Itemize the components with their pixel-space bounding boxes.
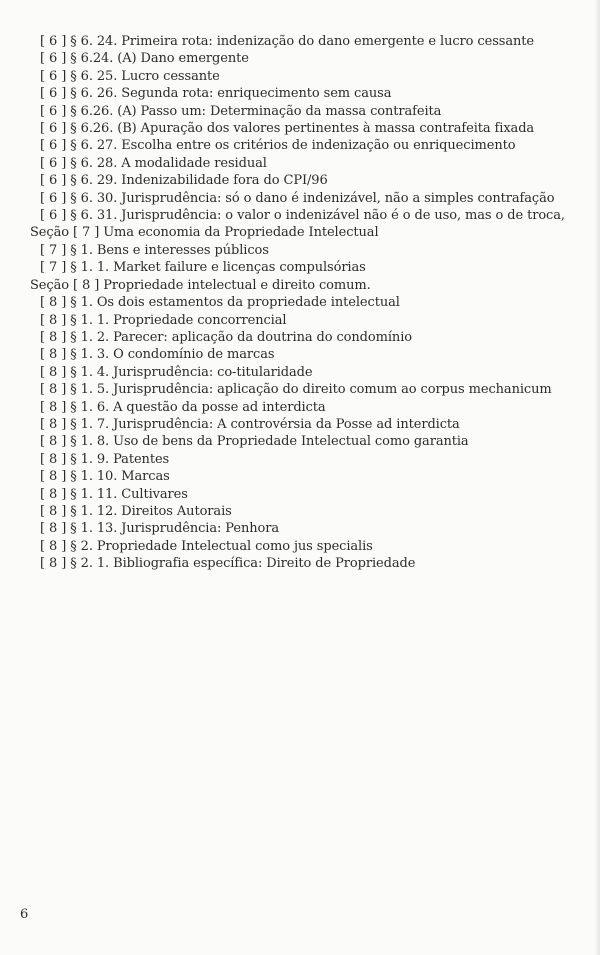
toc-entry: [ 8 ] § 2. 1. Bibliografia específica: Direito de Propriedade	[40, 556, 416, 572]
toc-entry: [ 6 ] § 6. 28. A modalidade residual	[40, 155, 267, 171]
toc-entry: [ 7 ] § 1. Bens e interesses públicos	[40, 242, 269, 258]
toc-entry: [ 6 ] § 6. 27. Escolha entre os critérios de indenização ou enriquecimento	[40, 138, 516, 154]
toc-entry: [ 8 ] § 1. 3. O condomínio de marcas	[40, 347, 275, 363]
toc-entry: [ 8 ] § 1. 8. Uso de bens da Propriedade Intelectual como garantia	[40, 434, 469, 450]
toc-section-heading: Seção [ 8 ] Propriedade intelectual e direito comum.	[30, 277, 371, 293]
table-of-contents	[30, 33, 575, 573]
toc-entry: [ 8 ] § 1. Os dois estamentos da propriedade intelectual	[40, 295, 400, 311]
toc-entry: [ 6 ] § 6. 25. Lucro cessante	[40, 68, 220, 84]
toc-entry: [ 6 ] § 6. 31. Jurisprudência: o valor o indenizável não é o de uso, mas o de troca,	[40, 208, 565, 224]
toc-entry: [ 8 ] § 2. Propriedade Intelectual como jus specialis	[40, 538, 373, 554]
toc-entry: [ 8 ] § 1. 6. A questão da posse ad interdicta	[40, 399, 326, 415]
page-edge-shadow	[594, 0, 600, 955]
toc-entry: [ 8 ] § 1. 7. Jurisprudência: A controvérsia da Posse ad interdicta	[40, 416, 460, 432]
toc-entry: [ 6 ] § 6.26. (A) Passo um: Determinação da massa contrafeita	[40, 103, 442, 119]
toc-entry: [ 8 ] § 1. 13. Jurisprudência: Penhora	[40, 521, 280, 537]
toc-entry: [ 6 ] § 6. 29. Indenizabilidade fora do CPI/96	[40, 173, 328, 189]
toc-entry: [ 8 ] § 1. 10. Marcas	[40, 469, 170, 485]
toc-entry: [ 8 ] § 1. 9. Patentes	[40, 451, 170, 467]
toc-entry: [ 8 ] § 1. 11. Cultivares	[40, 486, 188, 502]
toc-entry: [ 8 ] § 1. 2. Parecer: aplicação da doutrina do condomínio	[40, 329, 412, 345]
toc-entry: [ 8 ] § 1. 12. Direitos Autorais	[40, 503, 232, 519]
toc-entry: [ 6 ] § 6. 26. Segunda rota: enriquecimento sem causa	[40, 86, 392, 102]
toc-entry: [ 8 ] § 1. 4. Jurisprudência: co-titularidade	[40, 364, 313, 380]
toc-entry: [ 6 ] § 6. 30. Jurisprudência: só o dano é indenizável, não a simples contrafação	[40, 190, 555, 206]
toc-entry: [ 6 ] § 6. 24. Primeira rota: indenização do dano emergente e lucro cessante	[40, 34, 534, 49]
toc-section-heading: Seção [ 7 ] Uma economia da Propriedade Intelectual	[30, 225, 379, 241]
page-number: 6	[20, 907, 29, 922]
toc-entry: [ 6 ] § 6.24. (A) Dano emergente	[40, 51, 249, 67]
toc-entry: [ 8 ] § 1. 5. Jurisprudência: aplicação do direito comum ao corpus mechanicum	[40, 382, 552, 398]
toc-entry: [ 8 ] § 1. 1. Propriedade concorrencial	[40, 312, 287, 328]
toc-entry: [ 6 ] § 6.26. (B) Apuração dos valores pertinentes à massa contrafeita fixada	[40, 121, 535, 137]
toc-entry: [ 7 ] § 1. 1. Market failure e licenças compulsórias	[40, 260, 366, 276]
